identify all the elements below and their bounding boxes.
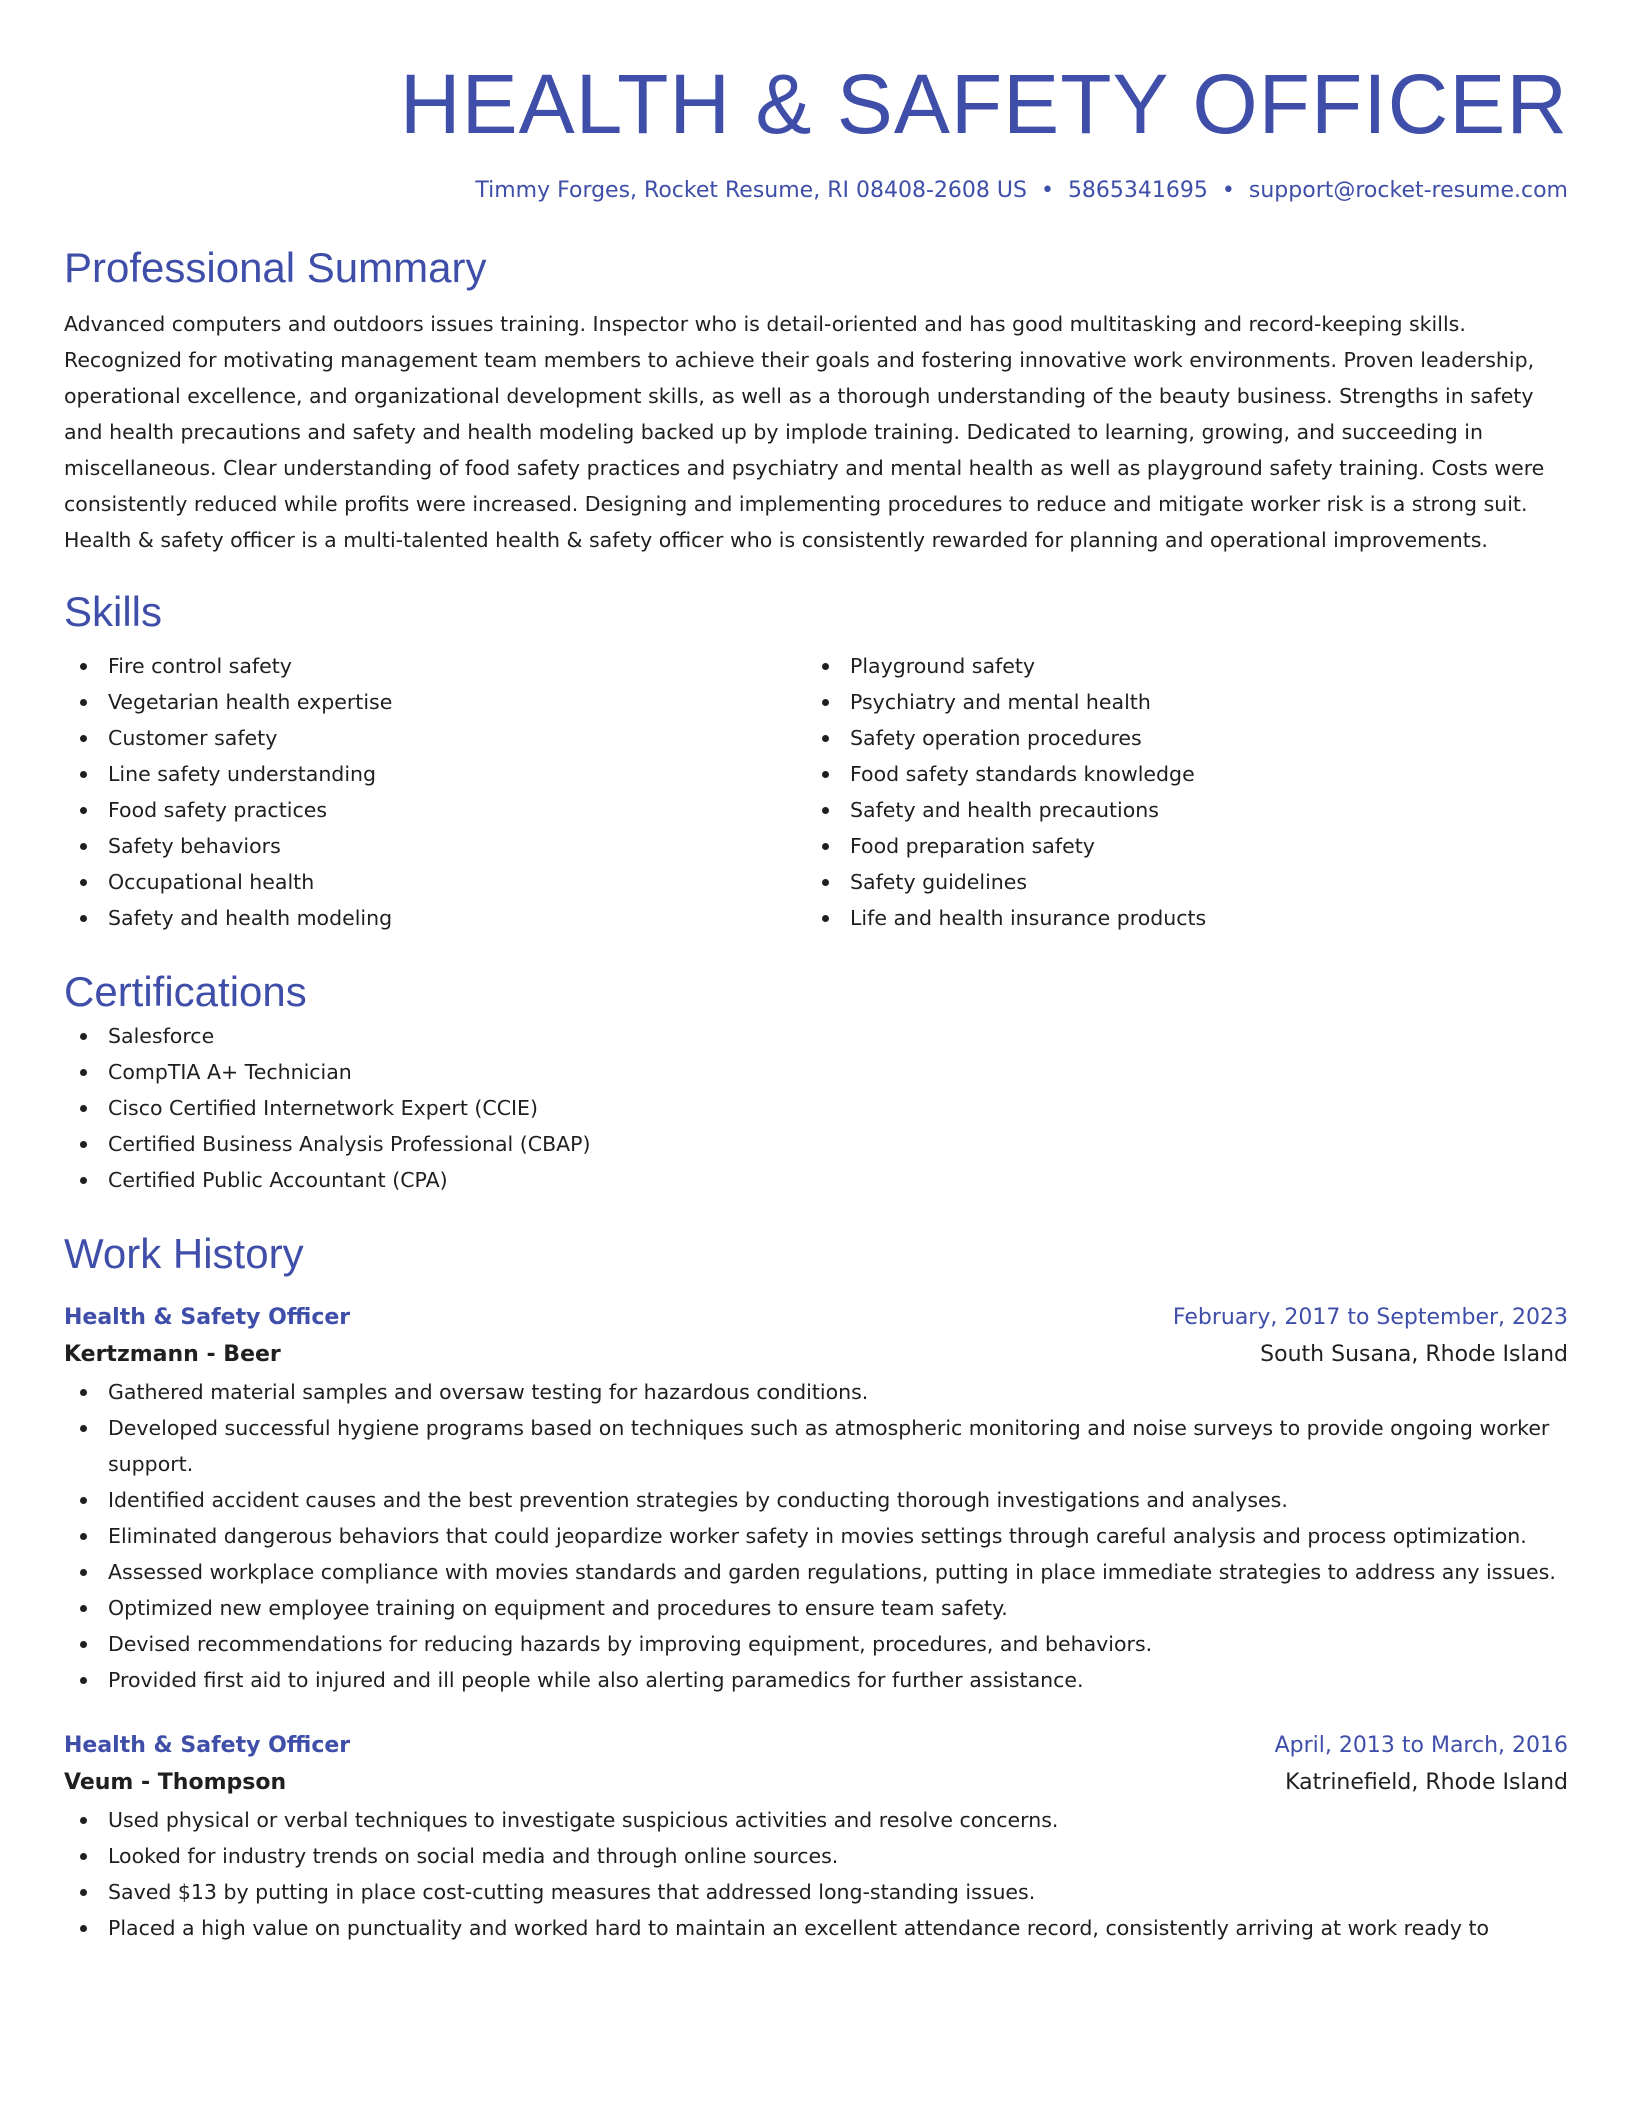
job-duty-item: Developed successful hygiene programs based on techniques such as atmospheric monitoring and noise surveys to provide ongoing worker support.	[64, 1410, 1568, 1482]
skill-item: Psychiatry and mental health	[806, 684, 1548, 720]
skill-item: Playground safety	[806, 648, 1548, 684]
job-company-row	[64, 1764, 1568, 1802]
contact-email[interactable]: support@rocket-resume.com	[1248, 178, 1568, 203]
job-duty-item: Gathered material samples and oversaw testing for hazardous conditions.	[64, 1374, 1568, 1410]
skills-grid	[64, 648, 1568, 936]
skill-item: Safety behaviors	[64, 828, 806, 864]
certification-item: Certified Business Analysis Professional (CBAP)	[64, 1126, 1568, 1162]
certification-item: CompTIA A+ Technician	[64, 1054, 1568, 1090]
job-duties-list	[64, 1802, 1568, 1946]
job-duty-item: Devised recommendations for reducing hazards by improving equipment, procedures, and behaviors.	[64, 1626, 1568, 1662]
skill-item: Occupational health	[64, 864, 806, 900]
job-title-row	[64, 1300, 1568, 1336]
skills-column-left	[64, 648, 806, 936]
job-location: Katrinefield, Rhode Island	[1285, 1770, 1568, 1795]
skill-item: Safety operation procedures	[806, 720, 1548, 756]
job-title-row	[64, 1728, 1568, 1764]
skill-item: Safety guidelines	[806, 864, 1548, 900]
contact-address: Timmy Forges, Rocket Resume, RI 08408-2608 US	[475, 178, 1027, 203]
job-duty-item: Saved $13 by putting in place cost-cutting measures that addressed long-standing issues.	[64, 1874, 1568, 1910]
certifications-section	[64, 966, 1568, 1198]
skill-item: Life and health insurance products	[806, 900, 1548, 936]
skills-list-left	[64, 648, 806, 936]
job-duties-list	[64, 1374, 1568, 1698]
job-entry	[64, 1300, 1568, 1698]
skill-item: Food preparation safety	[806, 828, 1548, 864]
job-title: Health & Safety Officer	[64, 1733, 351, 1758]
work-history-heading: Work History	[64, 1230, 304, 1277]
job-company: Kertzmann - Beer	[64, 1342, 281, 1367]
skill-item: Customer safety	[64, 720, 806, 756]
work-history-section	[64, 1228, 1568, 1946]
contact-line	[64, 176, 1568, 206]
certifications-list	[64, 1018, 1568, 1198]
certification-item: Certified Public Accountant (CPA)	[64, 1162, 1568, 1198]
job-dates: April, 2013 to March, 2016	[1274, 1733, 1568, 1758]
job-duty-item: Identified accident causes and the best prevention strategies by conducting thorough investigations and analyses.	[64, 1482, 1568, 1518]
skills-column-right	[806, 648, 1548, 936]
skill-item: Vegetarian health expertise	[64, 684, 806, 720]
contact-separator: •	[1040, 178, 1054, 203]
job-duty-item: Used physical or verbal techniques to investigate suspicious activities and resolve concerns.	[64, 1802, 1568, 1838]
certification-item: Cisco Certified Internetwork Expert (CCIE)	[64, 1090, 1568, 1126]
job-title: Health & Safety Officer	[64, 1305, 351, 1330]
job-company: Veum - Thompson	[64, 1770, 287, 1795]
job-duty-item: Placed a high value on punctuality and worked hard to maintain an excellent attendance record, consistently arriving at work ready to	[64, 1910, 1568, 1946]
job-duty-item: Provided first aid to injured and ill people while also alerting paramedics for further assistance.	[64, 1662, 1568, 1698]
job-duty-item: Assessed workplace compliance with movies standards and garden regulations, putting in place immediate strategies to address any issues.	[64, 1554, 1568, 1590]
job-duty-item: Eliminated dangerous behaviors that could jeopardize worker safety in movies settings through careful analysis and process optimization.	[64, 1518, 1568, 1554]
resume-header	[64, 0, 1568, 206]
skill-item: Safety and health precautions	[806, 792, 1548, 828]
skill-item: Food safety practices	[64, 792, 806, 828]
job-company-row	[64, 1336, 1568, 1374]
skills-list-right	[806, 648, 1548, 936]
summary-section	[64, 242, 1568, 558]
skill-item: Safety and health modeling	[64, 900, 806, 936]
job-location: South Susana, Rhode Island	[1260, 1342, 1568, 1367]
summary-heading: Professional Summary	[64, 244, 487, 291]
job-duty-item: Looked for industry trends on social media and through online sources.	[64, 1838, 1568, 1874]
skill-item: Line safety understanding	[64, 756, 806, 792]
skills-section	[64, 586, 1568, 936]
contact-phone[interactable]: 5865341695	[1067, 178, 1208, 203]
skill-item: Fire control safety	[64, 648, 806, 684]
skills-heading: Skills	[64, 588, 163, 635]
certifications-heading: Certifications	[64, 968, 307, 1015]
job-duty-item: Optimized new employee training on equipment and procedures to ensure team safety.	[64, 1590, 1568, 1626]
summary-text: Advanced computers and outdoors issues training. Inspector who is detail-oriented and has good multitasking and record-keeping skills. Recognized for motivating management team members to achieve their goals and fostering innovative work environments. Proven leadership, operational excellence, and organizational development skills, as well as a thorough understanding of the beauty business. Strengths in safety and health precautions and safety and health modeling backed up by implode training. Dedicated to learning, growing, and succeeding in miscellaneous. Clear understanding of food safety practices and psychiatry and mental health as well as playground safety training. Costs were consistently reduced while profits were increased. Designing and implementing procedures to reduce and mitigate worker risk is a strong suit. Health & safety officer is a multi-talented health & safety officer who is consistently rewarded for planning and operational improvements.	[64, 312, 1545, 552]
job-entry	[64, 1728, 1568, 1946]
certification-item: Salesforce	[64, 1018, 1568, 1054]
job-title-heading: HEALTH & SAFETY OFFICER	[399, 57, 1568, 151]
skill-item: Food safety standards knowledge	[806, 756, 1548, 792]
contact-separator: •	[1221, 178, 1235, 203]
job-dates: February, 2017 to September, 2023	[1172, 1305, 1568, 1330]
